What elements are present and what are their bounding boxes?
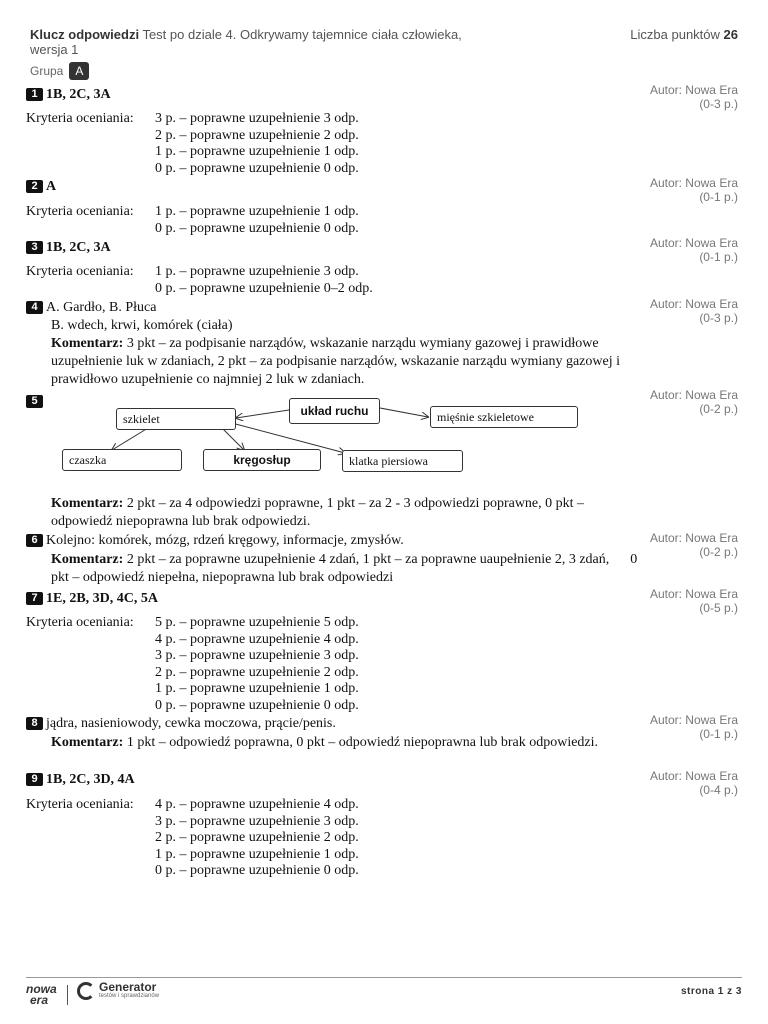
comment-block: Komentarz: 2 pkt – za 4 odpowiedzi poprawne, 1 pkt – za 2 - 3 odpowiedzi poprawne, 0 pkt – odpowiedź niepoprawna lub brak odpowiedzi. — [51, 496, 585, 529]
diagram-node-musculoskeletal-system: układ ruchu — [289, 398, 380, 424]
author-info: Autor: Nowa Era (0-1 p.) — [649, 713, 738, 741]
question-number-badge: 6 — [26, 534, 43, 547]
answer-text: 1E, 2B, 3D, 4C, 5A — [46, 591, 159, 606]
question-number-badge: 7 — [26, 592, 43, 605]
footer-divider — [26, 977, 742, 978]
comment-block: Komentarz: 1 pkt – odpowiedź poprawna, 0 pkt – odpowiedź niepoprawna lub brak odpowiedzi. — [51, 735, 599, 750]
answer-text: jądra, nasieniowody, cewka moczowa, prącie/penis. — [46, 716, 336, 731]
author-info: Autor: Nowa Era (0-4 p.) — [649, 769, 738, 797]
question-number-badge: 3 — [26, 241, 43, 254]
generator-logo: Generator testów i sprawdzianów — [77, 981, 159, 1000]
question-6 — [26, 533, 404, 550]
footer-separator — [67, 985, 68, 1005]
comment-block: Komentarz: 2 pkt – za poprawne uzupełnienie 4 zdań, 1 pkt – za poprawne uaupełnienie 2, 3 zdań, 0 pkt – odpowiedź niepełna, niepoprawna lub brak odpowiedzi — [51, 552, 641, 585]
diagram-node-spine: kręgosłup — [203, 449, 321, 471]
answer-text: A. Gardło, B. Płuca — [46, 300, 157, 315]
author-info: Autor: Nowa Era (0-2 p.) — [649, 388, 738, 416]
answer-line-2: B. wdech, krwi, komórek (ciała) — [51, 318, 233, 333]
question-number-badge: 4 — [26, 301, 43, 314]
author-info: Autor: Nowa Era (0-3 p.) — [649, 297, 738, 325]
diagram-node-rib-cage: klatka piersiowa — [342, 450, 463, 472]
question-8 — [26, 716, 336, 733]
author-info: Autor: Nowa Era (0-2 p.) — [649, 531, 738, 559]
question-7 — [26, 591, 158, 608]
generator-g-icon — [77, 982, 95, 1000]
answer-text: 1B, 2C, 3A — [46, 240, 111, 255]
question-number-badge: 9 — [26, 773, 43, 786]
nowa-era-logo: nowa era — [26, 982, 57, 1007]
author-info: Autor: Nowa Era (0-1 p.) — [649, 176, 738, 204]
question-number-badge: 5 — [26, 395, 43, 408]
question-number-badge: 8 — [26, 717, 43, 730]
diagram-node-skull: czaszka — [62, 449, 182, 471]
question-9 — [26, 772, 135, 789]
comment-block: Komentarz: 3 pkt – za podpisanie narządów, wskazanie narządu wymiany gazowej i prawidłowe uzupełnienie luk w zdaniach, 2 pkt – za podpisanie narządów, wskazanie narządu wymiany gazowej i prawidłowo uzupełnienie co najmniej 2 luk w zdaniach. — [51, 336, 620, 387]
page-number: strona 1 z 3 — [680, 986, 742, 997]
answer-text: A — [46, 179, 57, 194]
author-info: Autor: Nowa Era (0-1 p.) — [649, 236, 738, 264]
question-number-badge: 1 — [26, 88, 43, 101]
author-info: Autor: Nowa Era (0-5 p.) — [649, 587, 738, 615]
question-number-badge: 2 — [26, 180, 43, 193]
diagram-node-skeleton: szkielet — [116, 408, 236, 430]
answer-text: 1B, 2C, 3D, 4A — [46, 772, 135, 787]
answer-text: Kolejno: komórek, mózg, rdzeń kręgowy, informacje, zmysłów. — [46, 533, 404, 548]
document-title: Klucz odpowiedzi Test po dziale 4. Odkrywamy tajemnice ciała człowieka, wersja 1 — [30, 27, 462, 57]
total-points: Liczba punktów 26 — [630, 27, 738, 42]
diagram-node-skeletal-muscles: mięśnie szkieletowe — [430, 406, 578, 428]
group-badge: A — [69, 62, 89, 80]
answer-text: 1B, 2C, 3A — [46, 87, 111, 102]
group-indicator: Grupa A — [30, 62, 89, 80]
author-info: Autor: Nowa Era (0-3 p.) — [649, 83, 738, 111]
